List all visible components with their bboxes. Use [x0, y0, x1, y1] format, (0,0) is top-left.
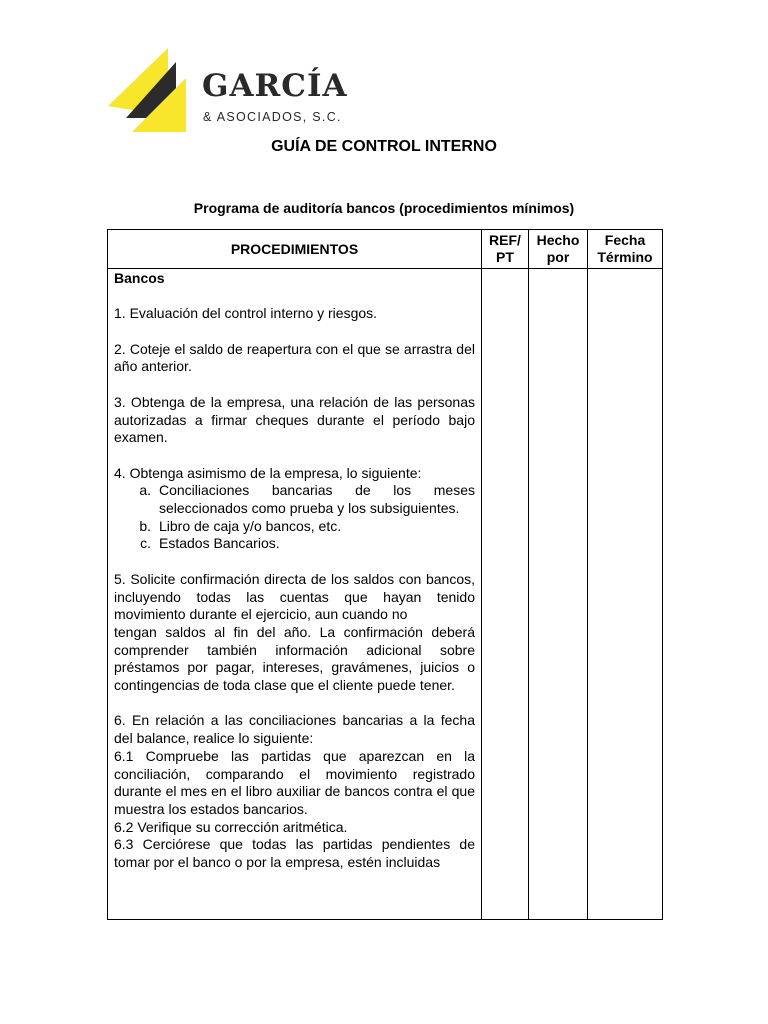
done-by-cell	[529, 269, 588, 920]
header-ref-pt: REF/ PT	[482, 230, 529, 269]
list-item: a. Conciliaciones bancarias de los meses seleccionados como prueba y los subsiguientes.	[139, 482, 475, 517]
section-title: Bancos	[114, 270, 165, 286]
header-procedures: PROCEDIMIENTOS	[108, 230, 482, 269]
list-item: b. Libro de caja y/o bancos, etc.	[139, 517, 342, 534]
table-header-row	[108, 230, 663, 269]
brand-subtitle: & ASOCIADOS, S.C.	[203, 110, 342, 124]
brand-name: GARCÍA	[202, 68, 348, 104]
procedure-4: 4. Obtenga asimismo de la empresa, lo siguiente:	[114, 464, 422, 481]
procedures-cell	[108, 269, 482, 920]
procedure-2: 2. Coteje el saldo de reapertura con el que se arrastra del año anterior.	[114, 340, 475, 375]
list-item: c. Estados Bancarios.	[140, 535, 280, 552]
procedure-6-2: 6.2 Verifique su corrección aritmética.	[114, 818, 348, 835]
procedure-5-part-2: tengan saldos al fin del año. La confirmación deberá comprender también información adicional sobre préstamos por pagar, intereses, gravámenes, juicios o contingencias de toda clase que el cliente puede tener.	[114, 623, 475, 694]
audit-procedures-table	[107, 229, 663, 920]
company-logo	[108, 48, 348, 138]
header-done-by: Hecho por	[529, 230, 588, 269]
procedure-6-1: 6.1 Compruebe las partidas que aparezcan en la conciliación, comparando el movimiento registrado durante el mes en el libro auxiliar de bancos contra el que muestra los estados bancarios.	[114, 747, 475, 817]
ref-pt-cell	[482, 269, 529, 920]
document-subtitle: Programa de auditoría bancos (procedimientos mínimos)	[193, 200, 575, 216]
procedure-6: 6. En relación a las conciliaciones bancarias a la fecha del balance, realice lo siguiente:	[114, 712, 475, 747]
end-date-cell	[588, 269, 663, 920]
table-row	[108, 269, 663, 920]
procedure-5-part-1: 5. Solicite confirmación directa de los saldos con bancos, incluyendo todas las cuentas que hayan tenido movimiento durante el ejercicio, aun cuando no	[114, 570, 475, 623]
procedure-6-3: 6.3 Cerciórese que todas las partidas pendientes de tomar por el banco o por la empresa, estén incluidas	[114, 836, 475, 871]
logo-triangles-icon	[108, 48, 203, 133]
procedure-1: 1. Evaluación del control interno y riesgos.	[114, 305, 378, 322]
header-end-date: Fecha Término	[588, 230, 663, 269]
document-title: GUÍA DE CONTROL INTERNO	[271, 138, 497, 155]
procedure-3: 3. Obtenga de la empresa, una relación de las personas autorizadas a firmar cheques durante el período bajo examen.	[114, 393, 475, 446]
